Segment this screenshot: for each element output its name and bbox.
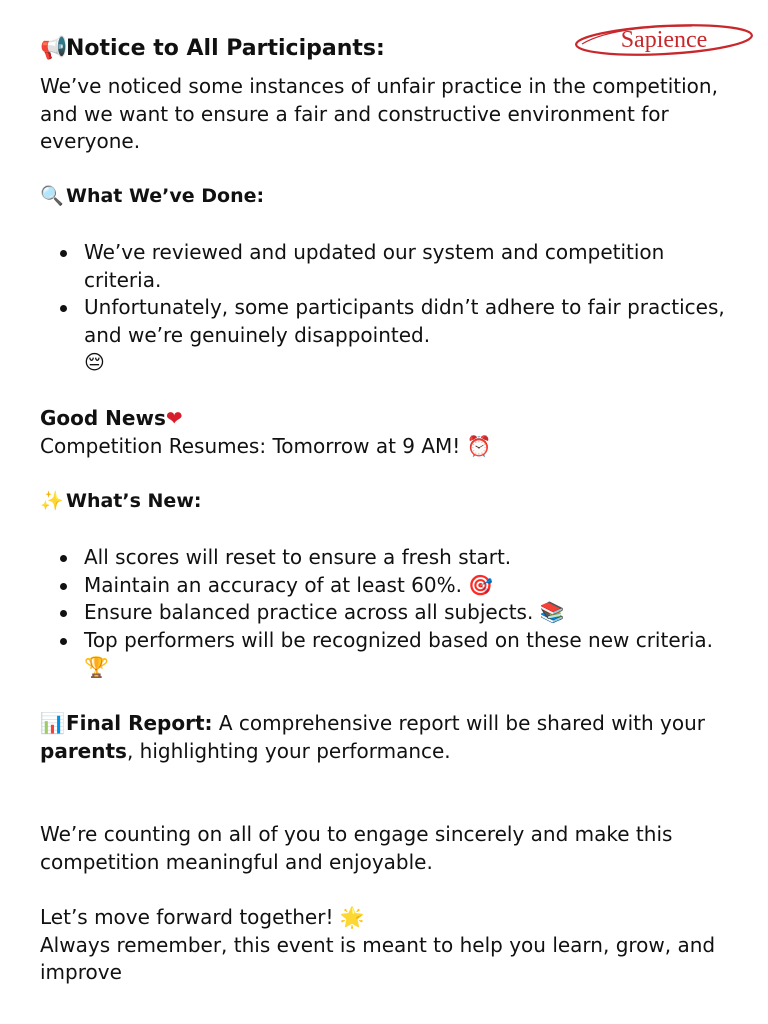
whats-new-heading (40, 488, 740, 516)
what-weve-done-heading (40, 183, 740, 211)
glowing-star-icon: 🌟 (339, 905, 365, 929)
pensive-face-icon: 😔 (84, 350, 105, 374)
final-report-text: A comprehensive report will be shared with your (212, 711, 705, 735)
final-report-text-end: , highlighting your performance. (126, 738, 451, 763)
sparkles-icon: ✨ (40, 490, 64, 512)
list-item (40, 599, 740, 627)
closing-paragraph (40, 904, 740, 987)
list-item-text: We’ve reviewed and updated our system and competition criteria. (84, 240, 665, 292)
page-title-text: Notice to All Participants: (66, 36, 385, 61)
logo-text: Sapience (620, 27, 708, 53)
bar-chart-icon: 📊 (40, 711, 65, 735)
final-report-paragraph (40, 710, 740, 765)
list-item (40, 294, 740, 377)
list-item (40, 572, 740, 600)
target-icon: 🎯 (468, 572, 494, 597)
heart-icon: ❤ (165, 406, 183, 430)
list-item (40, 544, 740, 572)
intro-paragraph: We’ve noticed some instances of unfair practice in the competition, and we want to ensure a fair and constructive environment for everyone. (40, 74, 718, 153)
resume-line: Competition Resumes: Tomorrow at 9 AM! (40, 433, 461, 458)
page-title (40, 32, 385, 66)
good-news-section (40, 405, 740, 460)
megaphone-icon: 📢 (40, 36, 68, 61)
closing-line-2: Always remember, this event is meant to help you learn, grow, and improve (40, 932, 716, 984)
list-item (40, 239, 740, 294)
sapience-logo (572, 20, 756, 60)
whats-new-heading-text: What’s New: (66, 490, 202, 512)
whats-new-list (40, 544, 740, 682)
alarm-clock-icon: ⏰ (466, 433, 492, 458)
done-list (40, 239, 740, 377)
list-item-text: Ensure balanced practice across all subjects. (84, 600, 534, 624)
good-news-heading: Good News (40, 406, 166, 430)
list-item-text: Maintain an accuracy of at least 60%. (84, 572, 462, 597)
magnifier-icon: 🔍 (40, 185, 64, 207)
books-icon: 📚 (539, 600, 565, 624)
list-item (40, 627, 740, 682)
parents-word: parents (40, 738, 127, 763)
final-report-label: Final Report: (66, 711, 213, 735)
trophy-icon: 🏆 (84, 655, 109, 679)
list-item-text: Unfortunately, some participants didn’t adhere to fair practices, and we’re genuinely disappointed. (84, 295, 725, 347)
what-weve-done-heading-text: What We’ve Done: (66, 185, 265, 207)
closing-line-1: Let’s move forward together! (40, 905, 334, 929)
list-item-text: Top performers will be recognized based on these new criteria. (84, 627, 714, 652)
counting-paragraph: We’re counting on all of you to engage sincerely and make this competition meaningful and enjoyable. (40, 822, 673, 874)
list-item-text: All scores will reset to ensure a fresh start. (84, 545, 512, 569)
